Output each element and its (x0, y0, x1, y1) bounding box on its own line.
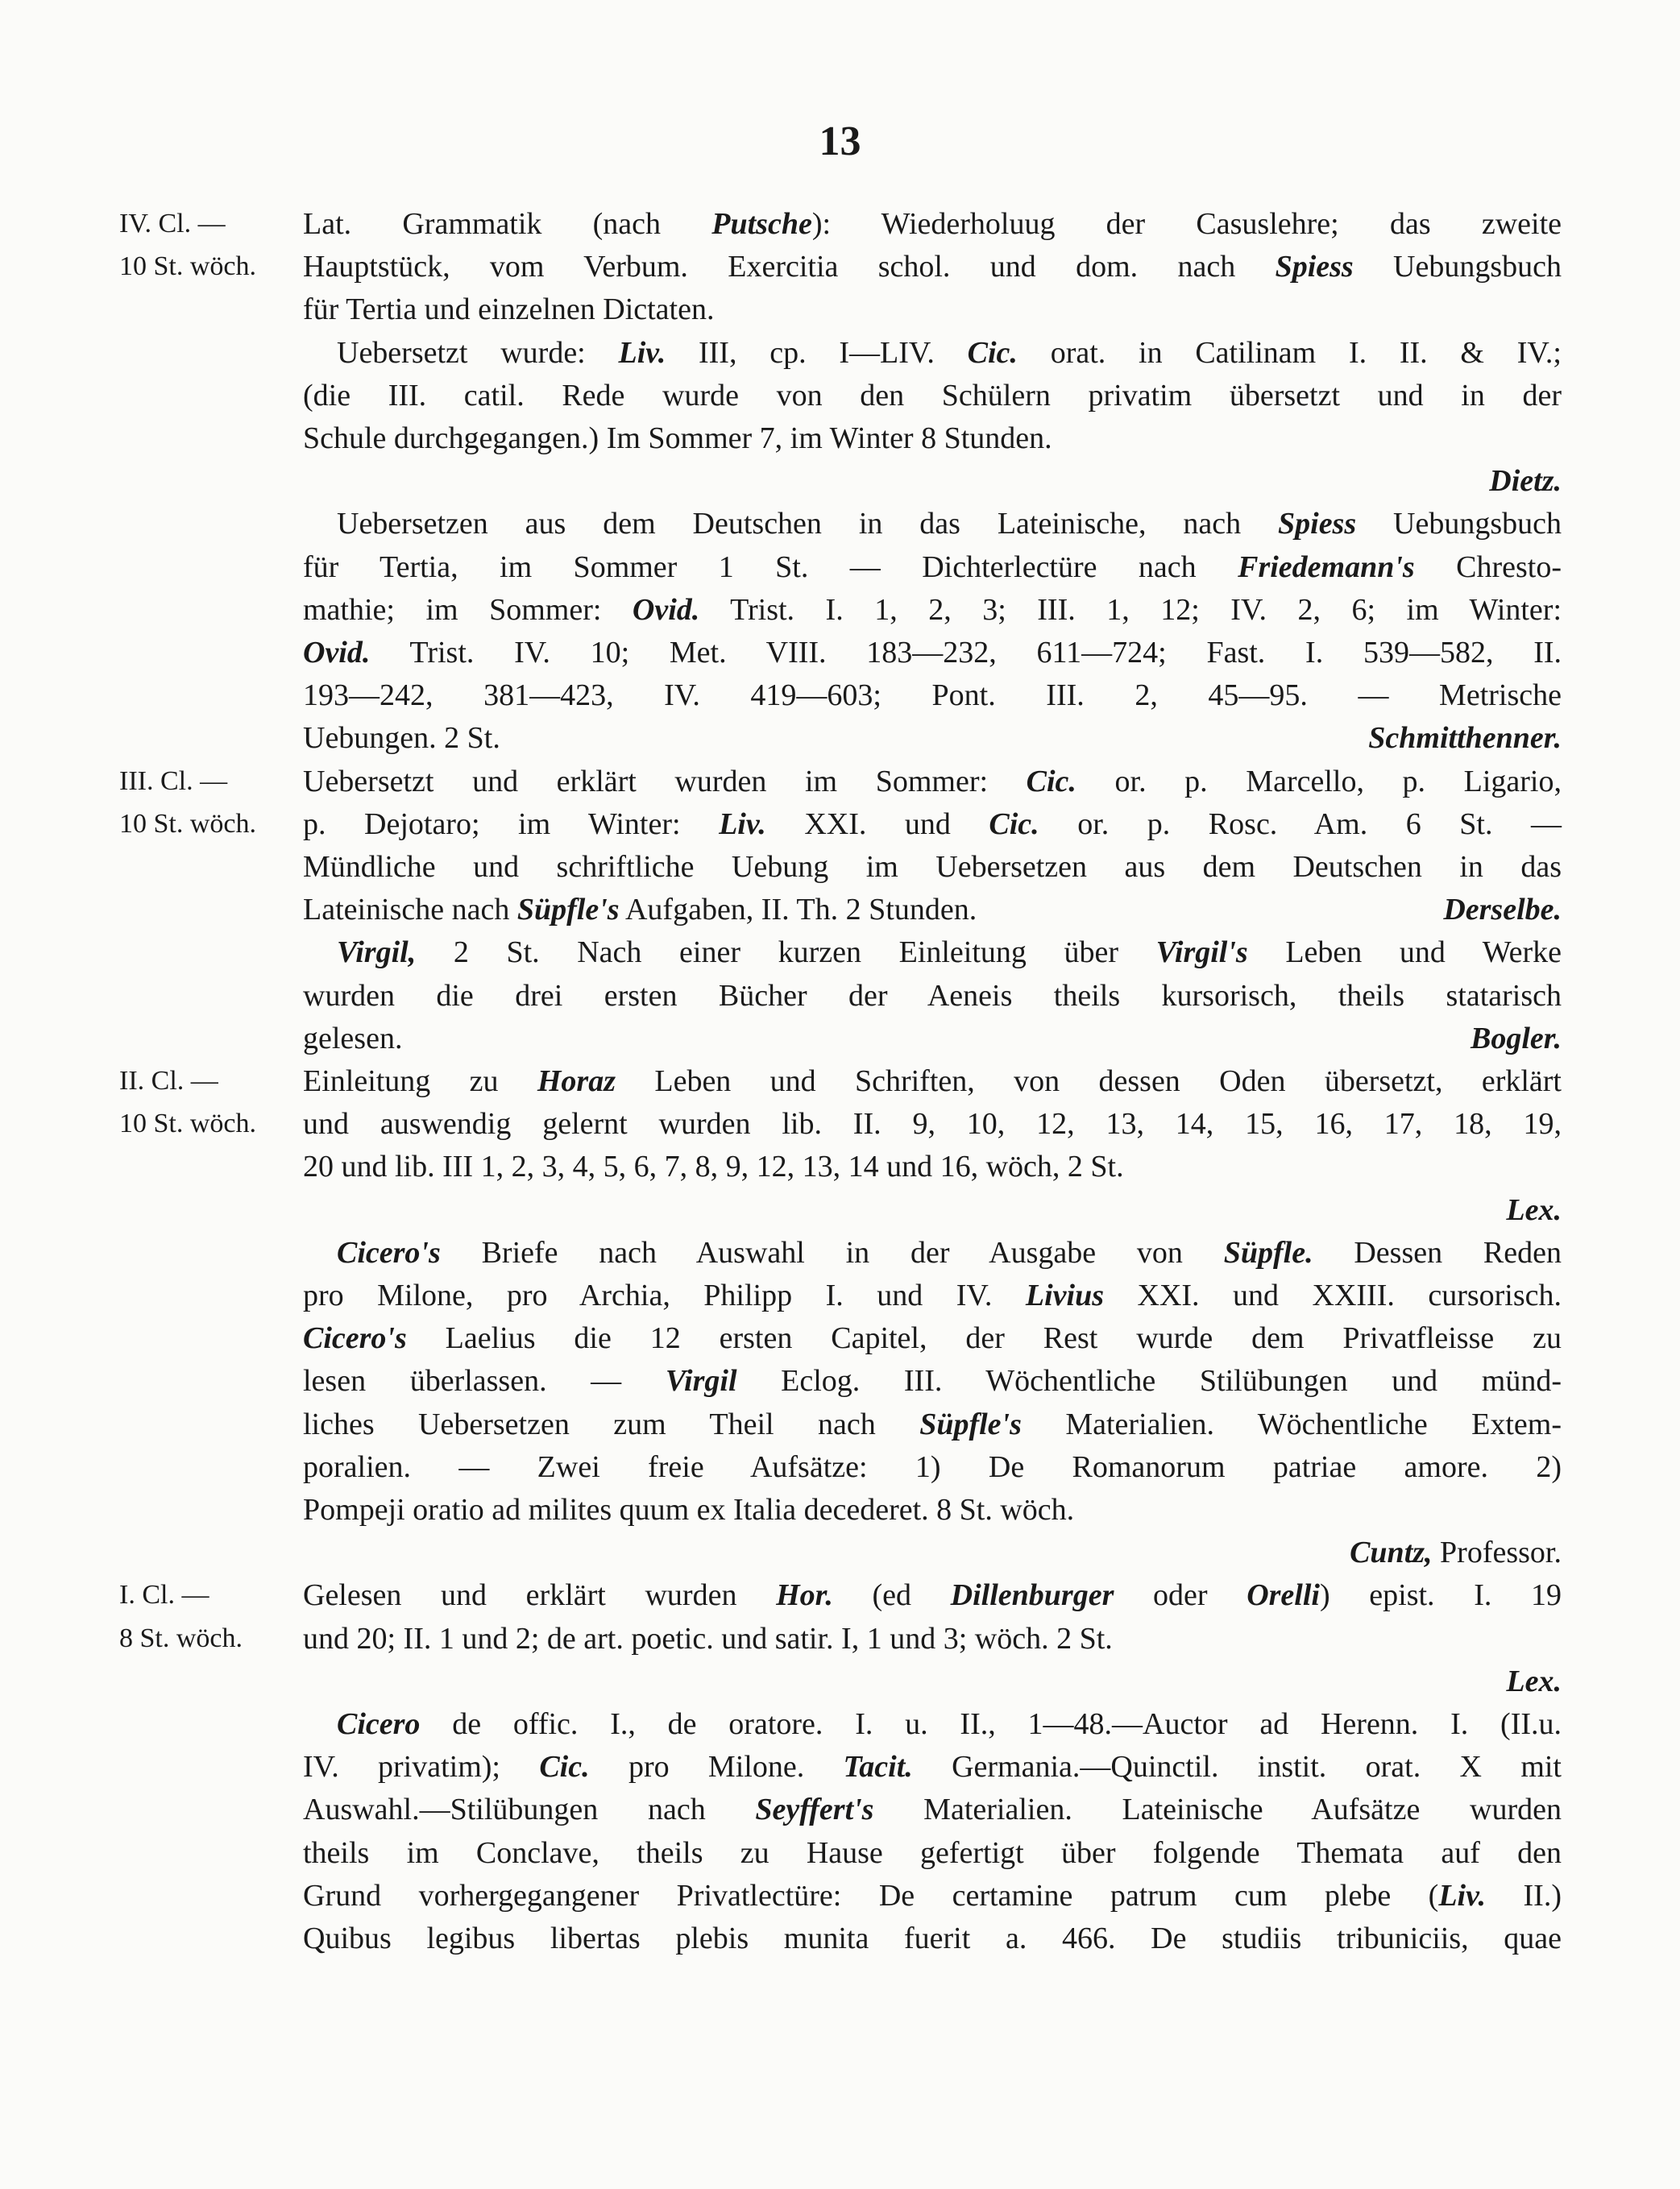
text-run: Chresto- (1414, 549, 1562, 584)
text-line (119, 975, 1562, 1017)
text-run: und auswendig gelernt wurden lib. II. 9, 10, 12, 13, 14, 15, 16, 17, 18, 19, (303, 1107, 1562, 1142)
author-name: Tacit. (843, 1750, 913, 1785)
line-text (303, 1489, 1562, 1531)
text-run: für Tertia und einzelnen Dictaten. (303, 292, 715, 327)
line-text (303, 375, 1562, 417)
teacher-signature (303, 460, 1562, 502)
author-name: Spiess (1278, 507, 1357, 541)
text-run: IV. privatim); (303, 1750, 540, 1785)
line-text (303, 1789, 1562, 1830)
text-line (119, 1532, 1562, 1573)
text-line (119, 674, 1562, 716)
text-line (119, 1446, 1562, 1488)
text-line (119, 1618, 1449, 1660)
text-run: 193—242, 381—423, IV. 419—603; Pont. III. 2, 45—95. — Metrische (303, 678, 1562, 713)
author-name: Süpfle. (1223, 1235, 1313, 1270)
text-line (119, 246, 1562, 288)
line-text (303, 288, 1562, 330)
line-text (303, 589, 1562, 631)
author-name: Liv. (719, 806, 766, 841)
text-line (119, 1146, 1449, 1188)
class-label: 8 St. wöch. (119, 1623, 243, 1653)
class-label: 10 St. wöch. (119, 251, 256, 282)
text-line (119, 503, 1562, 545)
text-line (119, 1403, 1562, 1445)
text-run: p. Dejotaro; im Winter: (303, 806, 720, 841)
class-label: 10 St. wöch. (119, 1109, 256, 1139)
author-name: Cicero (337, 1707, 421, 1741)
author-name: Virgil, (337, 935, 417, 970)
text-line (119, 546, 1562, 588)
author-name: Orelli (1247, 1578, 1320, 1613)
line-text (337, 931, 1562, 973)
text-run: 20 und lib. III 1, 2, 3, 4, 5, 6, 7, 8, 9, 12, 13, 14 und 16, wöch, 2 St. (303, 1150, 1124, 1184)
text-line (119, 375, 1562, 417)
text-run: Auswahl.—Stilübungen nach (303, 1793, 756, 1827)
text-line (119, 417, 1449, 459)
author-name: Cic. (967, 335, 1018, 370)
text-run: Quibus legibus libertas plebis munita fuerit a. 466. De studiis tribuniciis, quae (303, 1922, 1562, 1955)
teacher-name: Schmitthenner. (1368, 721, 1562, 756)
author-name: Ovid. (303, 636, 371, 670)
text-run: II.) (1486, 1878, 1562, 1913)
author-name: Liv. (618, 335, 666, 370)
text-run: de offic. I., de oratore. I. u. II., 1—48.—Auctor ad Herenn. I. (II.u. (420, 1707, 1562, 1741)
text-run: lesen überlassen. — (303, 1364, 666, 1399)
text-line (119, 1660, 1562, 1702)
class-label: IV. Cl. — (119, 209, 226, 238)
text-run: pro Milone, pro Archia, Philipp I. und IV. (303, 1279, 1026, 1312)
text-line (119, 1489, 1449, 1531)
text-line (119, 460, 1562, 502)
author-name: Cic. (539, 1750, 590, 1785)
line-text (303, 975, 1562, 1017)
author-name: Friedemann's (1238, 549, 1415, 584)
text-run: wurden die drei ersten Bücher der Aeneis theils kursorisch, theils statarisch (303, 978, 1562, 1013)
text-run: Briefe nach Auswahl in der Ausgabe von (440, 1235, 1224, 1270)
text-run: gelesen. (303, 1021, 403, 1055)
text-line (119, 1360, 1562, 1402)
text-run: Uebungen. 2 St. (303, 721, 500, 756)
teacher-signature (303, 889, 1562, 931)
teacher-title: Professor. (1432, 1536, 1562, 1570)
line-text (303, 632, 1562, 674)
line-text (303, 203, 1562, 245)
line-text (303, 1060, 1562, 1102)
text-run: Dessen Reden (1313, 1235, 1562, 1270)
text-line (119, 1189, 1562, 1231)
text-run: Pompeji oratio ad milites quum ex Italia decederet. 8 St. wöch. (303, 1493, 1075, 1527)
text-run: (die III. catil. Rede wurde von den Schülern privatim übersetzt und in der (303, 378, 1562, 413)
text-run: Lateinische nach (303, 893, 517, 927)
text-line (119, 1917, 1562, 1959)
author-name: Liv. (1438, 1878, 1487, 1913)
text-line (119, 1317, 1562, 1359)
line-text (303, 417, 1562, 459)
text-run: Uebungsbuch (1353, 250, 1562, 284)
text-run: Trist. IV. 10; Met. VIII. 183—232, 611—724; Fast. I. 539—582, II. (370, 636, 1562, 670)
teacher-name: Dietz. (1489, 464, 1562, 499)
line-text (303, 546, 1562, 588)
text-line (119, 1060, 1562, 1102)
text-line (119, 1275, 1562, 1316)
text-line (119, 1789, 1562, 1830)
text-line (119, 931, 1562, 973)
text-line (119, 1703, 1562, 1745)
text-run: Uebersetzen aus dem Deutschen in das Lateinische, nach (337, 507, 1278, 541)
line-text (303, 846, 1562, 888)
line-text (303, 803, 1562, 845)
author-name: Virgil (665, 1364, 737, 1399)
line-text (303, 1446, 1562, 1488)
text-run: Einleitung zu (303, 1064, 537, 1098)
line-text (303, 1275, 1562, 1316)
line-text (303, 1146, 1562, 1188)
line-text (303, 1832, 1562, 1874)
text-run: XXI. und (765, 806, 989, 841)
teacher-signature (303, 1018, 1562, 1059)
author-name: Seyffert's (755, 1793, 874, 1827)
text-run: Hauptstück, vom Verbum. Exercitia schol. und dom. nach (303, 250, 1276, 284)
text-run: Trist. I. 1, 2, 3; III. 1, 12; IV. 2, 6; im Winter: (699, 592, 1562, 627)
author-name: Süpfle's (516, 893, 620, 927)
author-name: Cic. (989, 806, 1039, 841)
text-line (119, 717, 1562, 759)
author-name: Putsche (711, 207, 812, 241)
text-line (119, 1018, 1562, 1059)
teacher-signature (303, 1532, 1562, 1573)
teacher-name: Bogler. (1471, 1021, 1562, 1055)
text-line (119, 288, 1449, 330)
class-label: 10 St. wöch. (119, 808, 256, 839)
author-name: Virgil's (1155, 935, 1248, 970)
author-name: Süpfle's (919, 1407, 1022, 1441)
text-line (119, 332, 1562, 374)
text-line (119, 632, 1562, 674)
text-line (119, 761, 1562, 802)
text-line (119, 1746, 1562, 1788)
author-name: Dillenburger (950, 1578, 1114, 1613)
text-run: poralien. — Zwei freie Aufsätze: 1) De Romanorum patriae amore. 2) (303, 1449, 1562, 1484)
text-run: und 20; II. 1 und 2; de art. poetic. und satir. I, 1 und 3; wöch. 2 St. (303, 1621, 1113, 1656)
text-run: (ed (832, 1578, 951, 1613)
text-line (119, 1103, 1562, 1145)
text-run: orat. in Catilinam I. II. & IV.; (1017, 335, 1562, 370)
author-name: Cic. (1026, 764, 1076, 798)
text-run: XXI. und XXIII. cursorisch. (1104, 1279, 1562, 1312)
text-run: III, cp. I—LIV. (666, 335, 968, 370)
text-run: für Tertia, im Sommer 1 St. — Dichterlectüre nach (303, 549, 1238, 584)
teacher-name: Cuntz, (1350, 1536, 1433, 1570)
text-line (119, 803, 1562, 845)
line-text (337, 1232, 1562, 1274)
text-run: oder (1114, 1578, 1247, 1613)
text-run: mathie; im Sommer: (303, 592, 633, 627)
text-run: Materialien. Wöchentliche Extem- (1021, 1407, 1562, 1441)
text-run: Lat. Grammatik (nach (303, 207, 712, 241)
text-run: Gelesen und erklärt wurden (303, 1578, 777, 1613)
author-name: Cicero's (303, 1321, 407, 1356)
text-line (119, 1832, 1562, 1874)
author-name: Livius (1025, 1279, 1105, 1312)
text-line (119, 1875, 1562, 1917)
text-run: pro Milone. (589, 1750, 844, 1785)
line-text (337, 1703, 1562, 1745)
text-line (119, 589, 1562, 631)
class-label: I. Cl. — (119, 1580, 209, 1611)
teacher-name: Lex. (1506, 1664, 1562, 1698)
text-run: Mündliche und schriftliche Uebung im Uebersetzen aus dem Deutschen in das (303, 850, 1562, 884)
line-text (303, 1103, 1562, 1145)
text-run: Laelius die 12 ersten Capitel, der Rest wurde dem Privatfleisse zu (406, 1321, 1562, 1356)
class-label: III. Cl. — (119, 765, 228, 796)
teacher-signature (303, 717, 1562, 759)
text-run: Uebersetzt und erklärt wurden im Sommer: (303, 764, 1027, 798)
line-text (337, 332, 1562, 374)
text-run: Leben und Werke (1247, 935, 1562, 970)
author-name: Spiess (1275, 250, 1354, 284)
line-text (303, 1875, 1562, 1917)
text-run: Aufgaben, II. Th. 2 Stunden. (619, 893, 977, 927)
teacher-signature (303, 1189, 1562, 1231)
text-run: liches Uebersetzen zum Theil nach (303, 1407, 920, 1441)
text-run: Uebersetzt wurde: (337, 335, 619, 370)
line-text (303, 674, 1562, 716)
teacher-name: Lex. (1506, 1192, 1562, 1227)
line-text (303, 1917, 1562, 1959)
text-run: or. p. Rosc. Am. 6 St. — (1039, 806, 1562, 841)
text-run: Materialien. Lateinische Aufsätze wurden (873, 1793, 1562, 1827)
text-run: Germania.—Quinctil. instit. orat. X mit (912, 1750, 1562, 1785)
text-run: 2 St. Nach einer kurzen Einleitung über (416, 935, 1156, 970)
line-text (303, 761, 1562, 802)
text-run: theils im Conclave, theils zu Hause gefertigt über folgende Themata auf den (303, 1835, 1562, 1870)
text-line (119, 203, 1562, 245)
text-run: Uebungsbuch (1356, 507, 1562, 541)
text-run: Eclog. III. Wöchentliche Stilübungen und münd- (736, 1364, 1562, 1399)
line-text (337, 503, 1562, 545)
line-text (303, 1317, 1562, 1359)
text-run: Schule durchgegangen.) Im Sommer 7, im Winter 8 Stunden. (303, 421, 1052, 455)
class-label: II. Cl. — (119, 1066, 218, 1096)
teacher-signature (303, 1660, 1562, 1702)
text-run: ): Wiederholuug der Casuslehre; das zweite (811, 207, 1562, 241)
author-name: Horaz (537, 1064, 616, 1098)
author-name: Cicero's (337, 1235, 441, 1270)
text-run: Leben und Schriften, von dessen Oden übersetzt, erklärt (616, 1064, 1562, 1098)
line-text (303, 1746, 1562, 1788)
line-text (303, 246, 1562, 288)
text-run: ) epist. I. 19 (1319, 1578, 1562, 1613)
line-text (303, 1574, 1562, 1616)
page-number: 13 (819, 118, 861, 164)
text-line (119, 889, 1562, 931)
text-run: Grund vorhergegangener Privatlectüre: De certamine patrum cum plebe ( (303, 1878, 1439, 1913)
author-name: Hor. (776, 1578, 833, 1613)
text-line (119, 846, 1562, 888)
line-text (303, 1618, 1562, 1660)
teacher-name: Derselbe. (1443, 893, 1562, 927)
text-line (119, 1574, 1562, 1616)
text-run: or. p. Marcello, p. Ligario, (1076, 764, 1562, 798)
line-text (303, 1403, 1562, 1445)
line-text (303, 1360, 1562, 1402)
text-line (119, 1232, 1562, 1274)
author-name: Ovid. (632, 592, 700, 627)
